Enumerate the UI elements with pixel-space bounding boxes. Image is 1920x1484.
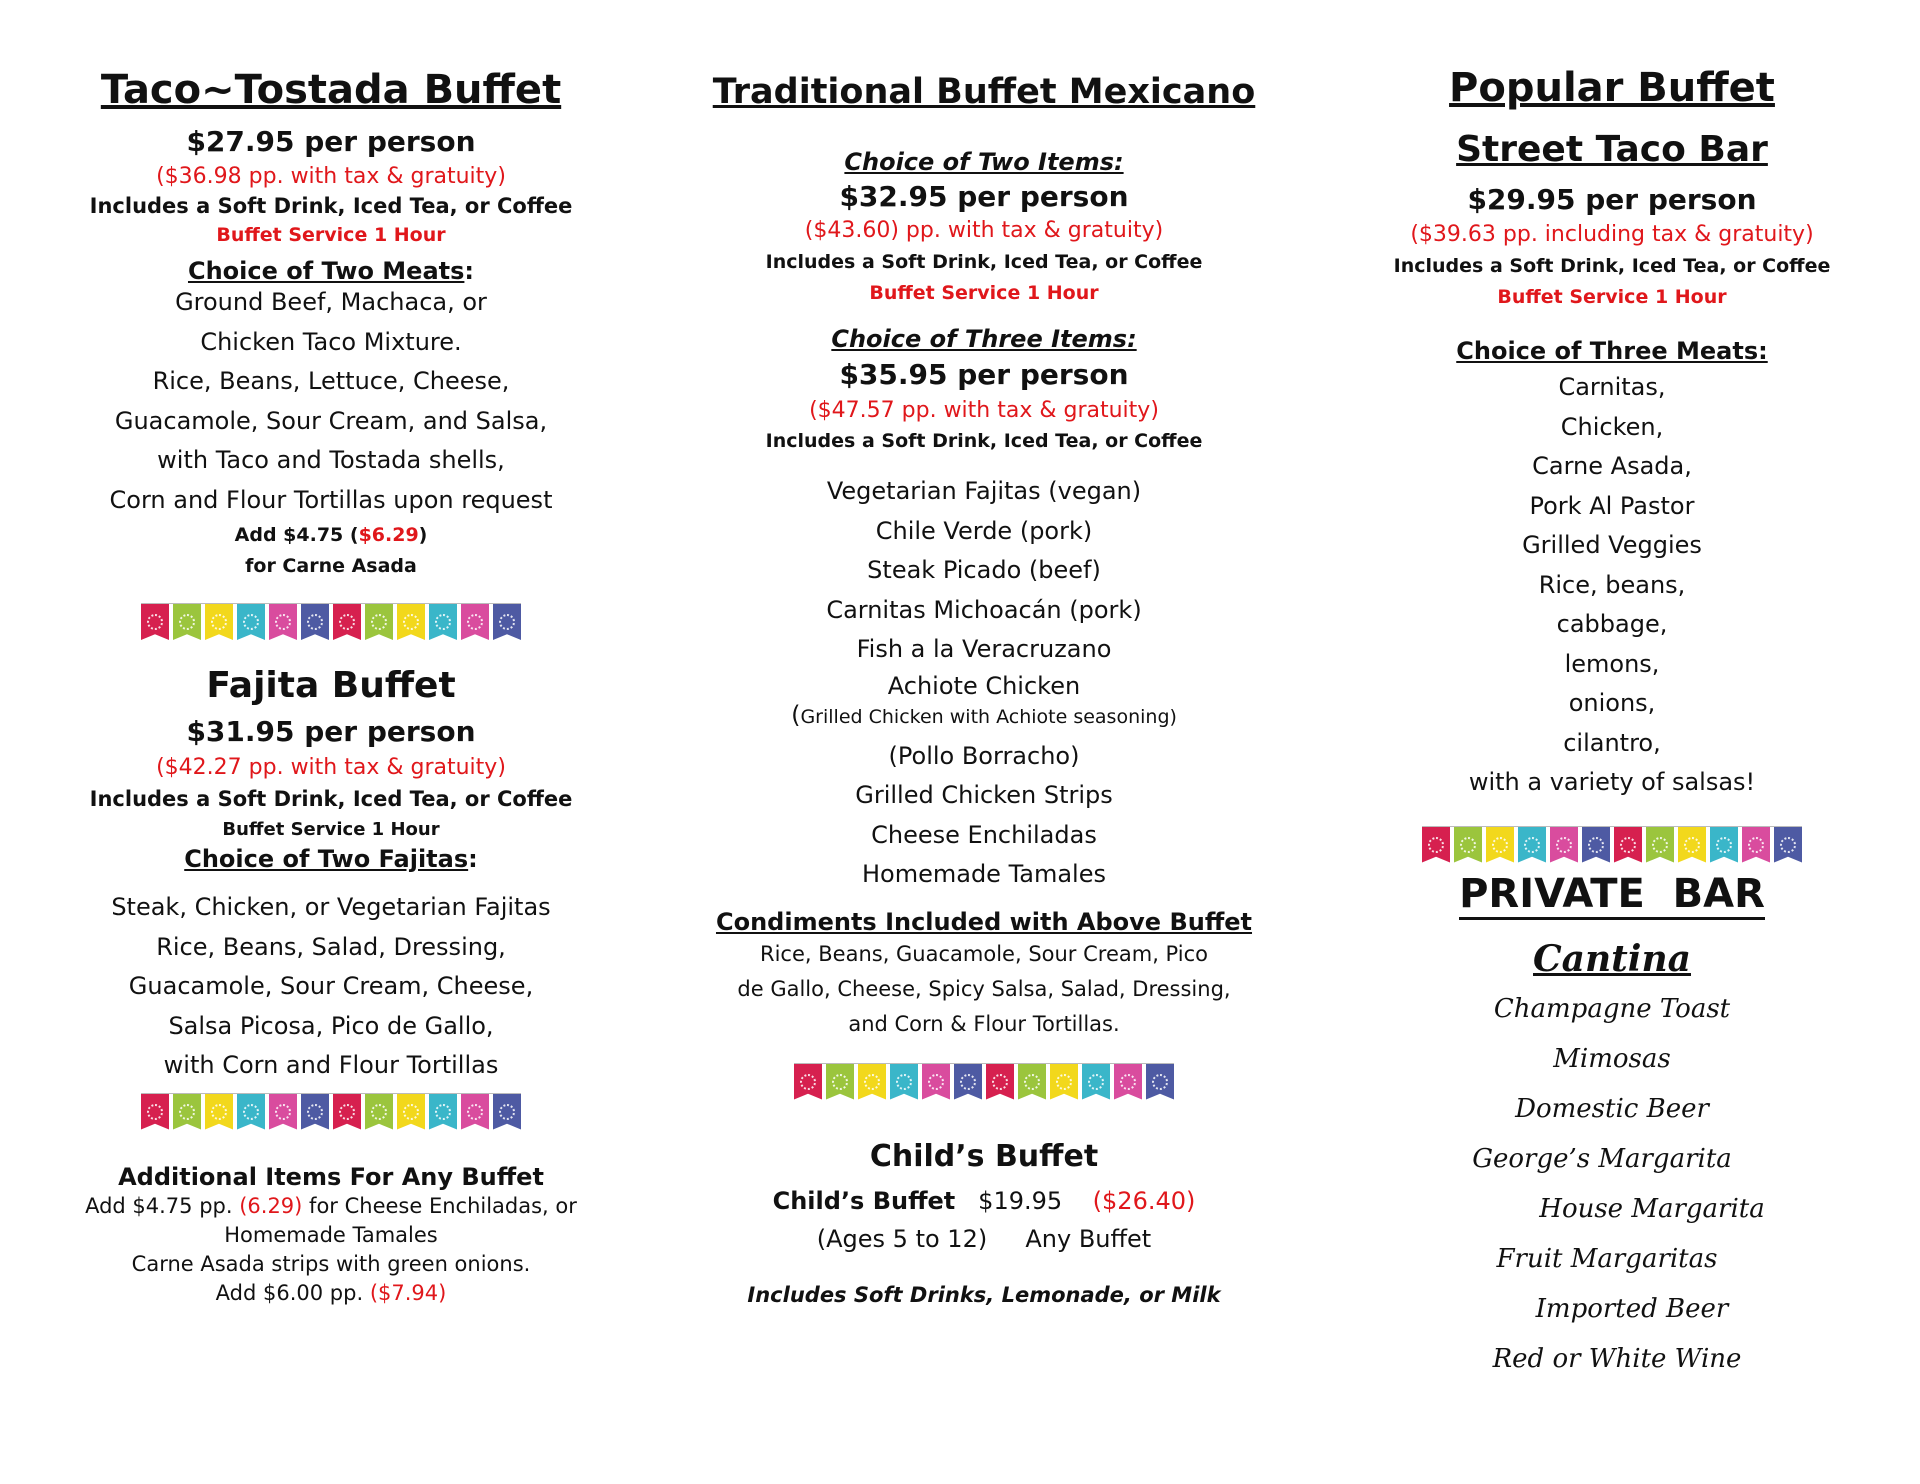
papel-picado-banner (1422, 825, 1802, 871)
three-items-includes: Includes a Soft Drink, Iced Tea, or Coffee (765, 430, 1203, 452)
taco-tostada-title: Taco~Tostada Buffet (100, 67, 562, 113)
addon-prefix: Add $4.75 ( (234, 524, 359, 546)
flower-pattern-icon (800, 1074, 816, 1090)
addon-suffix: ) (418, 524, 428, 546)
taco-tax: ($36.98 pp. with tax & gratuity) (156, 164, 506, 189)
papel-picado-banner (141, 602, 521, 648)
menu-item: Carnitas Michoacán (pork) (826, 595, 1142, 624)
papel-picado-flag (173, 1094, 201, 1130)
menu-item: Carnitas, (1558, 373, 1666, 401)
papel-picado-flag (141, 1094, 169, 1130)
flower-pattern-icon (1684, 837, 1700, 853)
flower-pattern-icon (179, 614, 195, 630)
flower-pattern-icon (307, 1104, 323, 1120)
menu-item: Chile Verde (pork) (875, 516, 1093, 545)
flower-pattern-icon (403, 614, 419, 630)
street-taco-title: Street Taco Bar (1456, 129, 1768, 170)
papel-picado-flag (794, 1064, 822, 1100)
papel-picado-flag (493, 1094, 521, 1130)
menu-item: Cheese Enchiladas (871, 820, 1097, 849)
child-any-buffet: Any Buffet (1025, 1224, 1152, 1253)
menu-item: Rice, beans, (1538, 570, 1686, 599)
menu-item: Rice, Beans, Salad, Dressing, (156, 932, 506, 961)
taco-choice-colon: : (464, 257, 475, 285)
flower-pattern-icon (1780, 837, 1796, 853)
flower-pattern-icon (147, 1104, 163, 1120)
flower-pattern-icon (467, 614, 483, 630)
papel-picado-banner (794, 1062, 1174, 1108)
flower-pattern-icon (243, 614, 259, 630)
papel-picado-flag (141, 604, 169, 640)
papel-picado-flag (237, 604, 265, 640)
drink-item: Domestic Beer (1515, 1093, 1709, 1124)
menu-item: with Taco and Tostada shells, (157, 446, 505, 474)
flower-pattern-icon (1716, 837, 1732, 853)
menu-item: Steak Picado (beef) (867, 556, 1101, 584)
papel-picado-flag (205, 1094, 233, 1130)
child-buffet-ages-line (680, 1220, 1288, 1258)
papel-picado-flag (1082, 1064, 1110, 1100)
papel-picado-flag (1050, 1064, 1078, 1100)
papel-picado-flag (237, 1094, 265, 1130)
column-popular (1355, 0, 1869, 1384)
papel-picado-flag (1582, 827, 1610, 863)
menu-item: Grilled Veggies (1522, 531, 1702, 559)
carne-asada-addon-line2: for Carne Asada (245, 555, 417, 577)
menu-item: Corn and Flour Tortillas upon request (109, 485, 553, 514)
private-bar-title: PRIVATE BAR (1459, 871, 1765, 920)
papel-picado-flag (365, 604, 393, 640)
menu-item: Guacamole, Sour Cream, and Salsa, (114, 406, 548, 435)
traditional-items (680, 472, 1288, 895)
child-buffet-price-tax: ($26.40) (1092, 1186, 1196, 1215)
child-buffet-title: Child’s Buffet (869, 1138, 1099, 1174)
menu-item: Grilled Chicken Strips (855, 781, 1113, 809)
papel-picado-banner (141, 1092, 521, 1138)
papel-picado-flag (1114, 1064, 1142, 1100)
menu-item: lemons, (1564, 649, 1660, 678)
flower-pattern-icon (467, 1104, 483, 1120)
flower-pattern-icon (1652, 837, 1668, 853)
child-buffet-label: Child’s Buffet (772, 1186, 956, 1215)
taco-items (50, 283, 612, 520)
papel-picado-flag (269, 604, 297, 640)
papel-picado-flag (333, 1094, 361, 1130)
carne-asada-addon (50, 520, 612, 551)
menu-item: Pork Al Pastor (1529, 491, 1695, 520)
addon-price-red: $6.29 (358, 524, 419, 546)
papel-picado-flag (397, 1094, 425, 1130)
menu-item: Carne Asada, (1532, 452, 1692, 480)
flower-pattern-icon (339, 1104, 355, 1120)
flower-pattern-icon (928, 1074, 944, 1090)
flower-pattern-icon (179, 1104, 195, 1120)
papel-picado-flag (1678, 827, 1706, 863)
papel-picado-flag (461, 604, 489, 640)
papel-picado-flag (1710, 827, 1738, 863)
papel-picado-flag (461, 1094, 489, 1130)
street-taco-price: $29.95 per person (1467, 183, 1757, 216)
flower-pattern-icon (992, 1074, 1008, 1090)
menu-item: Homemade Tamales (861, 860, 1106, 888)
additional-line-2: Homemade Tamales (224, 1222, 438, 1247)
flower-pattern-icon (1056, 1074, 1072, 1090)
additional-l1-suffix: for Cheese Enchiladas, or (302, 1193, 577, 1218)
two-items-label: Choice of Two Items: (844, 148, 1124, 176)
additional-line-1 (50, 1192, 612, 1221)
papel-picado-flag (1742, 827, 1770, 863)
achiote-note-paren: ( (791, 700, 801, 729)
flower-pattern-icon (1620, 837, 1636, 853)
street-taco-choice-label: Choice of Three Meats: (1456, 337, 1768, 365)
papel-picado-flag (173, 604, 201, 640)
menu-item: Vegetarian Fajitas (vegan) (826, 477, 1142, 505)
papel-picado-flag (269, 1094, 297, 1130)
additional-line-4 (50, 1279, 612, 1308)
condiments-line: and Corn & Flour Tortillas. (848, 1011, 1120, 1036)
column-traditional (680, 0, 1288, 1310)
papel-picado-flag (205, 604, 233, 640)
drink-item: Champagne Toast (1493, 993, 1731, 1024)
papel-picado-flag (397, 604, 425, 640)
flower-pattern-icon (1588, 837, 1604, 853)
flower-pattern-icon (1428, 837, 1444, 853)
three-items-tax: ($47.57 pp. with tax & gratuity) (809, 398, 1159, 423)
cantina-drinks (1355, 984, 1869, 1384)
papel-picado-flag (858, 1064, 886, 1100)
flower-pattern-icon (435, 614, 451, 630)
three-items-label: Choice of Three Items: (831, 325, 1137, 353)
two-items-tax: ($43.60) pp. with tax & gratuity) (804, 218, 1164, 243)
flower-pattern-icon (243, 1104, 259, 1120)
fajita-price: $31.95 per person (186, 715, 476, 748)
menu-item: Fish a la Veracruzano (856, 635, 1112, 663)
papel-picado-flag (429, 1094, 457, 1130)
flower-pattern-icon (371, 614, 387, 630)
additional-l4-prefix: Add $6.00 pp. (215, 1280, 370, 1305)
papel-picado-flag (1454, 827, 1482, 863)
papel-picado-flag (1646, 827, 1674, 863)
papel-picado-flag (1614, 827, 1642, 863)
flower-pattern-icon (499, 1104, 515, 1120)
menu-item: Achiote Chicken (887, 671, 1081, 700)
papel-picado-flag (1550, 827, 1578, 863)
drink-item: House Margarita (1539, 1193, 1765, 1224)
flower-pattern-icon (864, 1074, 880, 1090)
achiote-note-text: Grilled Chicken with Achiote seasoning) (800, 705, 1177, 728)
menu-item: (Pollo Borracho) (888, 741, 1080, 770)
flower-pattern-icon (1524, 837, 1540, 853)
papel-picado-flag (986, 1064, 1014, 1100)
child-buffet-price-line (680, 1182, 1288, 1220)
papel-picado-flag (890, 1064, 918, 1100)
flower-pattern-icon (275, 614, 291, 630)
flower-pattern-icon (896, 1074, 912, 1090)
street-taco-items (1355, 368, 1869, 803)
fajita-tax: ($42.27 pp. with tax & gratuity) (156, 755, 506, 780)
flower-pattern-icon (211, 1104, 227, 1120)
papel-picado-flag (1774, 827, 1802, 863)
menu-item: with a variety of salsas! (1468, 768, 1756, 796)
flower-pattern-icon (307, 614, 323, 630)
menu-item: cabbage, (1556, 610, 1668, 638)
fajita-choice-heading (50, 844, 612, 874)
flower-pattern-icon (371, 1104, 387, 1120)
papel-picado-flag (954, 1064, 982, 1100)
drink-item: Red or White Wine (1492, 1343, 1742, 1374)
two-items-price: $32.95 per person (839, 180, 1129, 213)
two-items-service: Buffet Service 1 Hour (869, 282, 1099, 304)
drink-item: Mimosas (1553, 1043, 1671, 1074)
papel-picado-flag (1422, 827, 1450, 863)
additional-l1-prefix: Add $4.75 pp. (85, 1193, 240, 1218)
menu-item: with Corn and Flour Tortillas (163, 1051, 499, 1079)
menu-item: Chicken Taco Mixture. (200, 327, 462, 356)
menu-item: onions, (1568, 689, 1656, 717)
child-ages: (Ages 5 to 12) (816, 1224, 988, 1253)
flower-pattern-icon (832, 1074, 848, 1090)
flower-pattern-icon (1120, 1074, 1136, 1090)
fajita-items (50, 888, 612, 1086)
papel-picado-flag (1486, 827, 1514, 863)
taco-price: $27.95 per person (186, 125, 476, 158)
papel-picado-flag (922, 1064, 950, 1100)
fajita-title: Fajita Buffet (206, 665, 456, 706)
menu-item: Rice, Beans, Lettuce, Cheese, (152, 367, 510, 395)
papel-picado-flag (429, 604, 457, 640)
menu-item: Ground Beef, Machaca, or (175, 288, 487, 316)
flower-pattern-icon (1556, 837, 1572, 853)
child-buffet-note: Includes Soft Drinks, Lemonade, or Milk (747, 1282, 1221, 1307)
taco-includes: Includes a Soft Drink, Iced Tea, or Coffee (89, 194, 573, 218)
condiments-title: Condiments Included with Above Buffet (715, 907, 1253, 936)
menu-item: Guacamole, Sour Cream, Cheese, (128, 972, 534, 1000)
taco-service: Buffet Service 1 Hour (216, 224, 446, 246)
menu-item: Steak, Chicken, or Vegetarian Fajitas (111, 893, 551, 921)
papel-picado-flag (365, 1094, 393, 1130)
additional-line-3: Carne Asada strips with green onions. (131, 1251, 531, 1276)
achiote-note (680, 702, 1288, 731)
papel-picado-flag (493, 604, 521, 640)
flower-pattern-icon (499, 614, 515, 630)
child-buffet-price: $19.95 (978, 1186, 1063, 1215)
flower-pattern-icon (403, 1104, 419, 1120)
fajita-choice-label: Choice of Two Fajitas (184, 845, 469, 873)
street-taco-tax: ($39.63 pp. including tax & gratuity) (1410, 222, 1814, 247)
papel-picado-flag (301, 1094, 329, 1130)
flower-pattern-icon (1748, 837, 1764, 853)
flower-pattern-icon (1024, 1074, 1040, 1090)
papel-picado-flag (1146, 1064, 1174, 1100)
cantina-title: Cantina (1533, 937, 1691, 980)
drink-item: Fruit Margaritas (1496, 1243, 1718, 1274)
condiments-line: de Gallo, Cheese, Spicy Salsa, Salad, Dressing, (737, 976, 1231, 1001)
condiments-line: Rice, Beans, Guacamole, Sour Cream, Pico (760, 941, 1208, 966)
traditional-title: Traditional Buffet Mexicano (712, 72, 1256, 112)
additional-l1-red: (6.29) (239, 1193, 303, 1218)
menu-item: Salsa Picosa, Pico de Gallo, (168, 1011, 494, 1040)
drink-item: George’s Margarita (1472, 1143, 1732, 1174)
menu-item: Chicken, (1560, 412, 1664, 441)
column-taco-fajita (50, 0, 612, 1308)
flower-pattern-icon (211, 614, 227, 630)
popular-title: Popular Buffet (1449, 65, 1775, 111)
two-items-includes: Includes a Soft Drink, Iced Tea, or Coffee (765, 251, 1203, 273)
street-taco-service: Buffet Service 1 Hour (1497, 286, 1727, 308)
additional-l4-red: ($7.94) (369, 1280, 447, 1305)
papel-picado-flag (1518, 827, 1546, 863)
papel-picado-flag (301, 604, 329, 640)
flower-pattern-icon (147, 614, 163, 630)
street-taco-includes: Includes a Soft Drink, Iced Tea, or Coffee (1393, 255, 1831, 277)
flower-pattern-icon (960, 1074, 976, 1090)
flower-pattern-icon (1492, 837, 1508, 853)
three-items-price: $35.95 per person (839, 358, 1129, 391)
flower-pattern-icon (1088, 1074, 1104, 1090)
flower-pattern-icon (275, 1104, 291, 1120)
fajita-service: Buffet Service 1 Hour (222, 819, 440, 840)
flower-pattern-icon (435, 1104, 451, 1120)
papel-picado-flag (333, 604, 361, 640)
fajita-choice-colon: : (468, 845, 478, 873)
drink-item: Imported Beer (1535, 1293, 1729, 1324)
additional-items-title: Additional Items For Any Buffet (118, 1162, 544, 1191)
taco-choice-label: Choice of Two Meats (187, 257, 465, 285)
flower-pattern-icon (1152, 1074, 1168, 1090)
papel-picado-flag (1018, 1064, 1046, 1100)
flower-pattern-icon (339, 614, 355, 630)
menu-item: cilantro, (1563, 728, 1661, 757)
flower-pattern-icon (1460, 837, 1476, 853)
fajita-includes: Includes a Soft Drink, Iced Tea, or Coffee (89, 787, 573, 811)
papel-picado-flag (826, 1064, 854, 1100)
